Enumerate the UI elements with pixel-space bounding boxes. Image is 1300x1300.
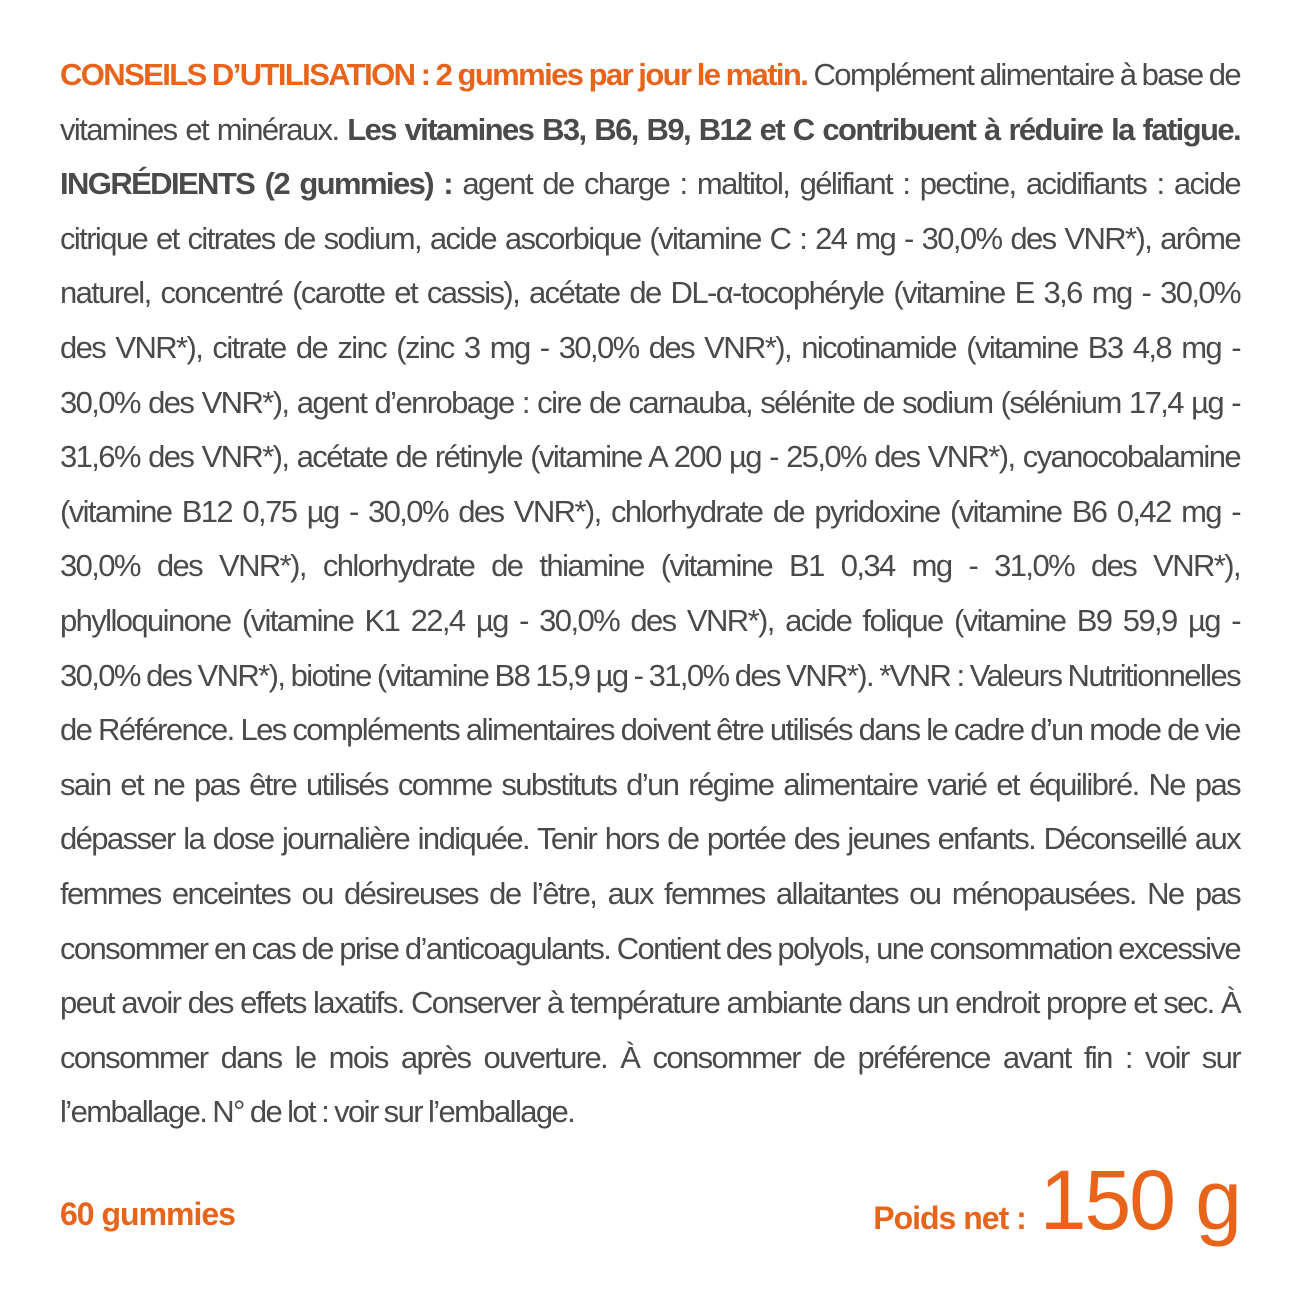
net-weight-label: Poids net : xyxy=(873,1200,1026,1236)
net-weight xyxy=(873,1153,1240,1247)
usage-body: Complément alimentaire à base de vitamines et minéraux. xyxy=(60,57,1240,147)
label-text-block xyxy=(60,48,1240,1140)
usage-heading: CONSEILS D’UTILISATION : 2 gummies par jour le matin. xyxy=(60,57,808,92)
net-weight-value: 150 g xyxy=(1039,1153,1240,1247)
ingredients-body: agent de charge : maltitol, gélifiant : pectine, acidifiants : acide citrique et citrates de sodium, acide ascorbique (vitamine C : 24 mg - 30,0% des VNR*), arôme naturel, concentré (carotte et cassis), acétate de DL-α-tocophéryle (vitamine E 3,6 mg - 30,0% des VNR*), citrate de zinc (zinc 3 mg - 30,0% des VNR*), nicotinamide (vitamine B3 4,8 mg - 30,0% des VNR*), agent d’enrobage : cire de carnauba, sélénite de sodium (sélénium 17,4 µg - 31,6% des VNR*), acétate de rétinyle (vitamine A 200 µg - 25,0% des VNR*), cyanocobalamine (vitamine B12 0,75 µg - 30,0% des VNR*), chlorhydrate de pyridoxine (vitamine B6 0,42 mg - 30,0% des VNR*), chlorhydrate de thiamine (vitamine B1 0,34 mg - 31,0% des VNR*), phylloquinone (vitamine K1 22,4 µg - 30,0% des VNR*), acide folique (vitamine B9 59,9 µg - 30,0% des VNR*), biotine (vitamine B8 15,9 µg - 31,0% des VNR*). *VNR : Valeurs Nutritionnelles de Référence. Les compléments alimentaires doivent être utilisés dans le cadre d’un mode de vie sain et ne pas être utilisés comme substituts d’un régime alimentaire varié et équilibré. Ne pas dépasser la dose journalière indiquée. Tenir hors de portée des jeunes enfants. Déconseillé aux femmes enceintes ou désireuses de l’être, aux femmes allaitantes ou ménopausées. Ne pas consommer en cas de prise d’anticoagulants. Contient des polyols, une consommation excessive peut avoir des effets laxatifs. Conserver à température ambiante dans un endroit propre et sec. À consommer dans le mois après ouverture. À consommer de préférence avant fin : voir sur l’emballage. N° de lot : voir sur l’emballage. xyxy=(60,166,1241,1130)
vitamin-claim: Les vitamines B3, B6, B9, B12 et C contribuent à réduire la fatigue. xyxy=(347,111,1240,147)
ingredients-heading: INGRÉDIENTS (2 gummies) : xyxy=(60,166,453,202)
gummy-count: 60 gummies xyxy=(60,1196,235,1232)
